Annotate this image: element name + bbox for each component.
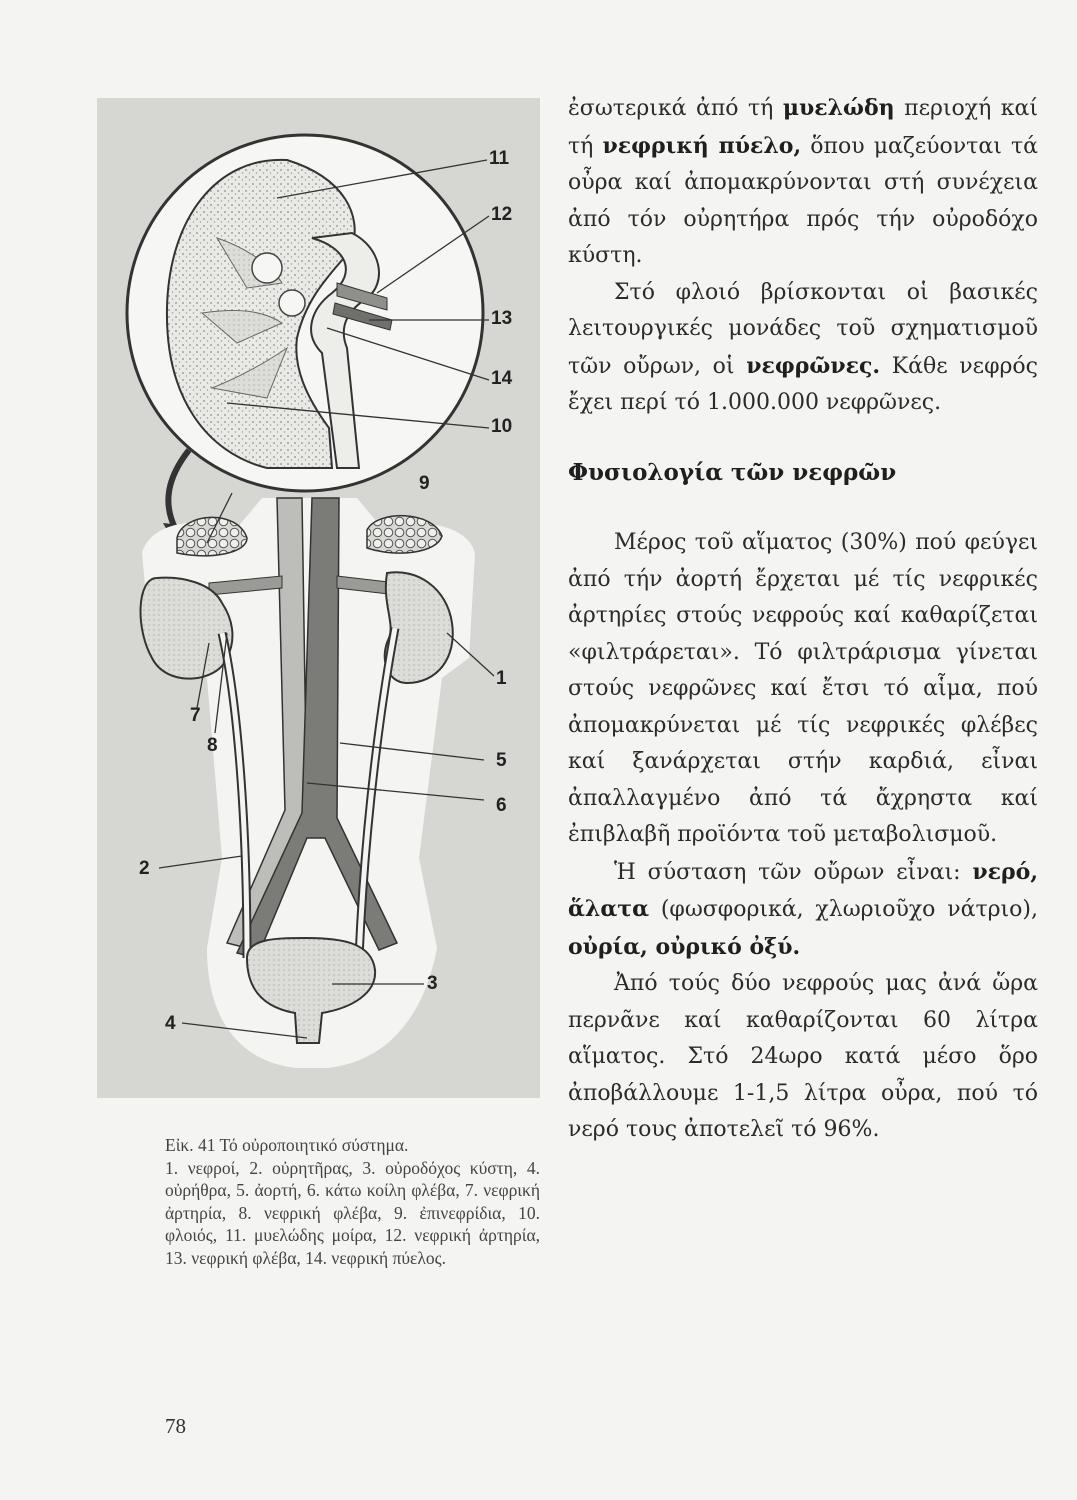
page-number: 78 [165, 1414, 186, 1438]
callout-label: 11 [489, 148, 510, 169]
bold-term: οὐρία, οὐρικό ὀξύ. [568, 933, 801, 960]
paragraph: Στό φλοιό βρίσκονται οἱ βασικές λειτουργικές μονάδες τοῦ σχηματισμοῦ τῶν οὔρων, οἱ νεφρῶνες. Κάθε νεφρός ἔχει περί τό 1.000.000 νεφρῶνες. [568, 279, 1038, 415]
kidney-section-magnified [127, 135, 489, 491]
arrow-icon [168, 450, 189, 528]
bold-term: νεφρῶνες. [746, 352, 881, 379]
callout-label: 12 [491, 204, 513, 225]
caption-title: Εἰκ. 41 Τό οὐροποιητικό σύστημα. [165, 1135, 409, 1155]
callout-label: 9 [419, 473, 430, 494]
figure-caption [165, 1134, 540, 1269]
callout-label: 10 [491, 416, 513, 437]
main-text-column [568, 90, 1038, 1149]
paragraph: Μέρος τοῦ αἵματος (30%) πού φεύγει ἀπό τήν ἀορτή ἔρχεται μέ τίς νεφρικές ἀρτηρίες στούς νεφρούς καί καθαρίζεται «φιλτράρεται». Τό φιλτράρισμα γίνεται στούς νεφρῶνες καί ἔτσι τό αἷμα, πού ἀπομακρύνεται μέ τίς νεφρικές φλέβες καί ξανάρχεται στήν καρδιά, εἶναι ἀπαλλαγμένο ἀπό τά ἄχρηστα καί ἐπιβλαβῆ προϊόντα τοῦ μεταβολισμοῦ. [568, 530, 1038, 847]
callout-label: 14 [491, 368, 513, 389]
bold-term: νερό, ἅλατα [568, 858, 1038, 922]
callout-label: 13 [491, 308, 513, 329]
paragraph: Ἡ σύσταση τῶν οὔρων εἶναι: νερό, ἅλατα (φωσφορικά, χλωριοῦχο νάτριο), οὐρία, οὐρικό ὀξύ. [568, 858, 1038, 960]
callout-label: 6 [496, 795, 507, 816]
bold-term: μυελώδη [782, 95, 895, 121]
callout-label: 3 [427, 973, 438, 994]
callout-label: 2 [139, 858, 150, 879]
caption-legend: 1. νεφροί, 2. οὐρητῆρας, 3. οὐροδόχος κύστη, 4. οὐρήθρα, 5. ἀορτή, 6. κάτω κοίλη φλέβα, 7. νεφρική ἀρτηρία, 8. νεφρική φλέβα, 9. ἐπινεφρίδια, 10. φλοιός, 11. μυελώδης μοίρα, 12. νεφρική ἀρτηρία, 13. νεφρική φλέβα, 14. νεφρική πύελος. [165, 1157, 540, 1268]
callout-label: 7 [190, 705, 201, 726]
section-heading: Φυσιολογία τῶν νεφρῶν [568, 458, 897, 486]
urinary-tract-diagram [141, 493, 494, 1068]
paragraph: ἐσωτερικά ἀπό τή μυελώδη περιοχή καί τή νεφρική πύελο, ὅπου μαζεύονται τά οὖρα καί ἀπομακρύνονται στή συνέχεια ἀπό τόν οὐρητήρα πρός τήν οὐροδόχο κύστη. [568, 95, 1038, 268]
callout-label: 4 [165, 1013, 176, 1034]
paragraph: Ἀπό τούς δύο νεφρούς μας ἀνά ὥρα περνᾶνε καί καθαρίζονται 60 λίτρα αἵματος. Στό 24ωρο κατά μέσο ὅρο ἀποβάλλουμε 1-1,5 λίτρα οὖρα, πού τό νερό τους ἀποτελεῖ τό 96%. [568, 971, 1038, 1142]
bold-term: νεφρική πύελο, [602, 132, 802, 159]
callout-label: 8 [207, 735, 218, 756]
urinary-system-illustration [97, 98, 540, 1098]
callout-label: 1 [496, 668, 507, 689]
urinary-system-figure [97, 98, 540, 1098]
callout-label: 5 [496, 750, 507, 771]
